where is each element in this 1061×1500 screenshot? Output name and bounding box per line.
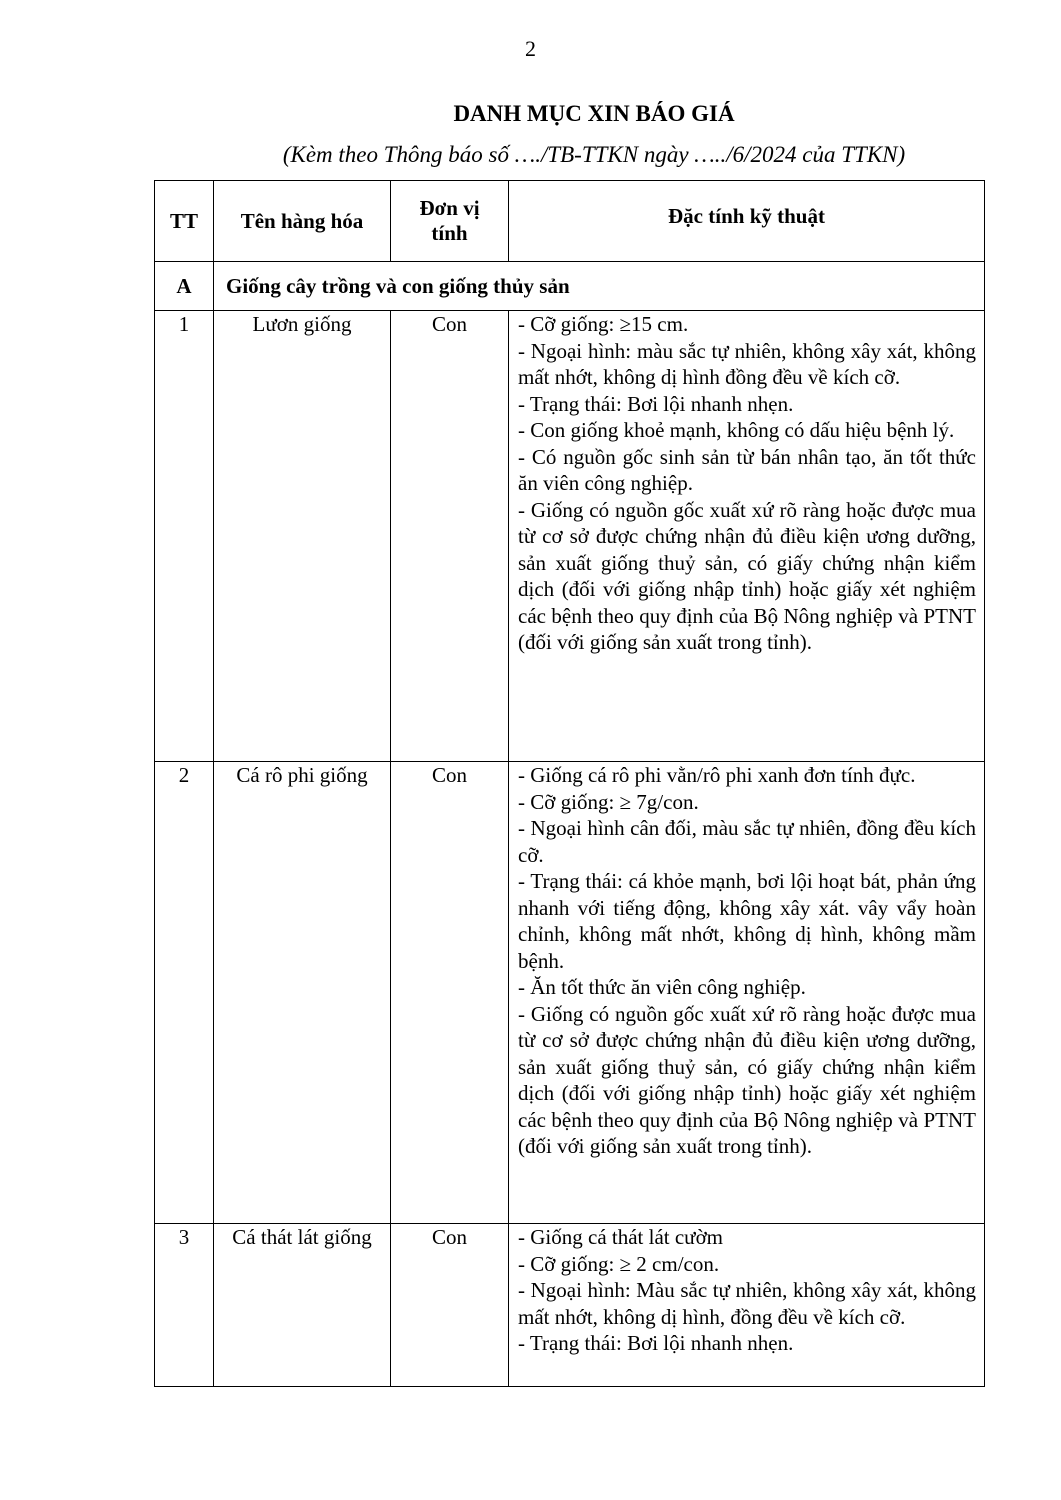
row-name: Cá thát lát giống: [214, 1224, 391, 1387]
spec-line: - Ngoại hình: màu sắc tự nhiên, không xây xát, không mất nhớt, không dị hình đồng đều về kích cỡ.: [518, 338, 976, 389]
header-name: Tên hàng hóa: [214, 181, 391, 262]
spec-line: - Con giống khoẻ mạnh, không có dấu hiệu bệnh lý.: [518, 418, 955, 442]
row-spec: [509, 311, 985, 762]
row-tt: 2: [155, 762, 214, 1224]
spec-line: - Giống có nguồn gốc xuất xứ rõ ràng hoặc được mua từ cơ sở được chứng nhận đủ điều kiện ương dưỡng, sản xuất giống thuỷ sản, có giấy chứng nhận kiểm dịch (đối với giống nhập tỉnh) hoặc giấy xét nghiệm các bệnh theo quy định của Bộ Nông nghiệp và PTNT (đối với giống sản xuất trong tỉnh).: [518, 497, 976, 654]
row-tt: 3: [155, 1224, 214, 1387]
row-name: Lươn giống: [214, 311, 391, 762]
header-spec: Đặc tính kỹ thuật: [509, 181, 985, 262]
table-header-row: [155, 181, 985, 262]
document-title: DANH MỤC XIN BÁO GIÁ: [453, 101, 735, 126]
row-spec: [509, 1224, 985, 1387]
spec-line: - Giống có nguồn gốc xuất xứ rõ ràng hoặc được mua từ cơ sở được chứng nhận đủ điều kiện ương dưỡng, sản xuất giống thuỷ sản, có giấy chứng nhận kiểm dịch (đối với giống nhập tỉnh) hoặc giấy xét nghiệm các bệnh theo quy định của Bộ Nông nghiệp và PTNT (đối với giống sản xuất trong tỉnh).: [518, 1001, 976, 1158]
spec-line: - Trạng thái: Bơi lội nhanh nhẹn.: [518, 391, 794, 416]
table-row: [155, 762, 985, 1224]
spec-line: - Cỡ giống: ≥15 cm.: [518, 312, 689, 336]
spec-line: - Ăn tốt thức ăn viên công nghiệp.: [518, 975, 806, 999]
header-tt: TT: [155, 181, 214, 262]
section-code: A: [155, 262, 214, 311]
spec-line: - Cỡ giống: ≥ 2 cm/con.: [518, 1251, 720, 1276]
quotation-table: [154, 180, 985, 1387]
row-unit: Con: [391, 311, 509, 762]
spec-line: - Có nguồn gốc sinh sản từ bán nhân tạo, ăn tốt thức ăn viên công nghiệp.: [518, 444, 976, 495]
spec-line: - Trạng thái: Bơi lội nhanh nhẹn.: [518, 1331, 794, 1355]
spec-line: - Giống cá rô phi vằn/rô phi xanh đơn tính đực.: [518, 763, 916, 787]
row-unit: Con: [391, 762, 509, 1224]
table-row: [155, 311, 985, 762]
spec-line: - Giống cá thát lát cườm: [518, 1225, 724, 1249]
page-number: 2: [525, 36, 536, 61]
row-tt: 1: [155, 311, 214, 762]
spec-line: - Ngoại hình: Màu sắc tự nhiên, không xây xát, không mất nhớt, không dị hình, đồng đều về kích cỡ.: [518, 1278, 976, 1329]
section-name: Giống cây trồng và con giống thủy sản: [214, 262, 985, 311]
row-spec: [509, 762, 985, 1224]
row-name: Cá rô phi giống: [214, 762, 391, 1224]
spec-line: - Ngoại hình cân đối, màu sắc tự nhiên, đồng đều kích cỡ.: [518, 816, 976, 867]
spec-line: - Cỡ giống: ≥ 7g/con.: [518, 789, 699, 814]
row-unit: Con: [391, 1224, 509, 1387]
section-row: [155, 262, 985, 311]
document-subtitle: (Kèm theo Thông báo số …./TB-TTKN ngày …../6/2024 của TTKN): [282, 142, 906, 167]
table-row: [155, 1224, 985, 1387]
spec-line: - Trạng thái: cá khỏe mạnh, bơi lội hoạt bát, phản ứng nhanh với tiếng động, không xây xát. vây vẩy hoàn chỉnh, không mất nhớt, không dị hình, không mầm bệnh.: [518, 869, 976, 973]
header-unit: Đơn vị tính: [391, 181, 509, 262]
